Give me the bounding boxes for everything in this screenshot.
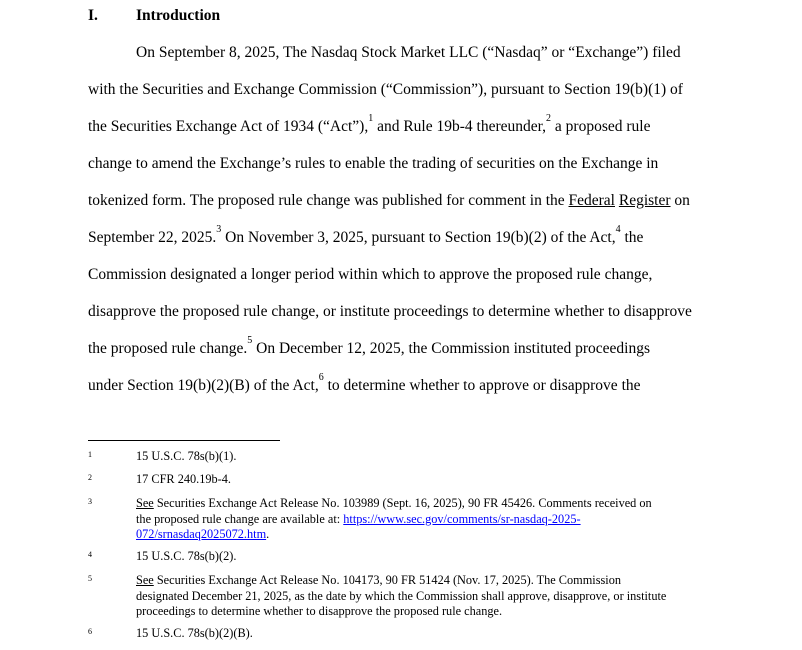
- footnote-3: See Securities Exchange Act Release No. 103989 (Sept. 16, 2025), 90 FR 45426. Comments received on the proposed rule change are available at: https://www.sec.gov/comments/sr-nasdaq-2025- 072/srnasdaq2025072.htm.: [136, 496, 652, 541]
- sec-comments-link-continued[interactable]: 072/srnasdaq2025072.htm: [136, 527, 267, 541]
- body-line-8: disapprove the proposed rule change, or institute proceedings to determine whether to disapprove: [88, 303, 692, 320]
- section-title: Introduction: [136, 7, 221, 24]
- footnote-ref-1[interactable]: 1: [368, 113, 374, 124]
- body-line-10: under Section 19(b)(2)(B) of the Act,$^6$ to determine whether to approve or disapprove the: [88, 372, 641, 394]
- footnote-ref-2[interactable]: 2: [546, 113, 552, 124]
- body-line-4: change to amend the Exchange’s rules to enable the trading of securities on the Exchange in: [88, 155, 659, 172]
- footnote-number-1: 1: [88, 450, 92, 459]
- federal-register-underlined: Federal: [568, 192, 615, 209]
- see-signal: See: [136, 496, 154, 510]
- footnote-ref-6[interactable]: 6: [318, 372, 324, 383]
- see-signal: See: [136, 573, 154, 587]
- footnote-ref-3[interactable]: 3: [216, 224, 222, 235]
- footnote-ref-4[interactable]: 4: [615, 224, 621, 235]
- body-line-2: with the Securities and Exchange Commission (“Commission”), pursuant to Section 19(b)(1) of: [88, 81, 683, 98]
- footnote-1: 15 U.S.C. 78s(b)(1).: [136, 449, 237, 463]
- body-line-1: On September 8, 2025, The Nasdaq Stock Market LLC (“Nasdaq” or “Exchange”) filed: [136, 44, 681, 61]
- footnote-number-2: 2: [88, 473, 92, 482]
- footnote-5: See Securities Exchange Act Release No. 104173, 90 FR 51424 (Nov. 17, 2025). The Commission designated December 21, 2025, as the date by which the Commission shall approve, disapprove, or institute proceedings to determine whether to disapprove the proposed rule change.: [136, 573, 667, 618]
- body-line-7: Commission designated a longer period within which to approve the proposed rule change,: [88, 266, 653, 283]
- footnote-number-5: 5: [88, 574, 92, 583]
- body-line-6: September 22, 2025.$^3$ On November 3, 2025, pursuant to Section 19(b)(2) of the Act,$^4$ the: [88, 224, 644, 246]
- footnote-number-4: 4: [88, 550, 92, 559]
- footnote-6: 15 U.S.C. 78s(b)(2)(B).: [136, 626, 253, 640]
- body-line-3: the Securities Exchange Act of 1934 (“Act”),$^1$ and Rule 19b-4 thereunder,$^2$ a proposed rule: [88, 113, 651, 135]
- footnote-2: 17 CFR 240.19b-4.: [136, 472, 231, 486]
- footnote-separator: [88, 440, 280, 441]
- footnote-number-6: 6: [88, 627, 92, 636]
- sec-comments-link[interactable]: https://www.sec.gov/comments/sr-nasdaq-2025-: [343, 511, 581, 526]
- section-number: I.: [88, 7, 98, 24]
- footnote-ref-5[interactable]: 5: [247, 335, 253, 346]
- footnote-number-3: 3: [88, 497, 92, 506]
- footnote-4: 15 U.S.C. 78s(b)(2).: [136, 549, 237, 563]
- body-line-5: tokenized form. The proposed rule change was published for comment in the Federal Register on: [88, 192, 690, 209]
- body-line-9: the proposed rule change.$^5$ On December 12, 2025, the Commission instituted proceedings: [88, 335, 651, 357]
- register-underlined: Register: [618, 192, 671, 209]
